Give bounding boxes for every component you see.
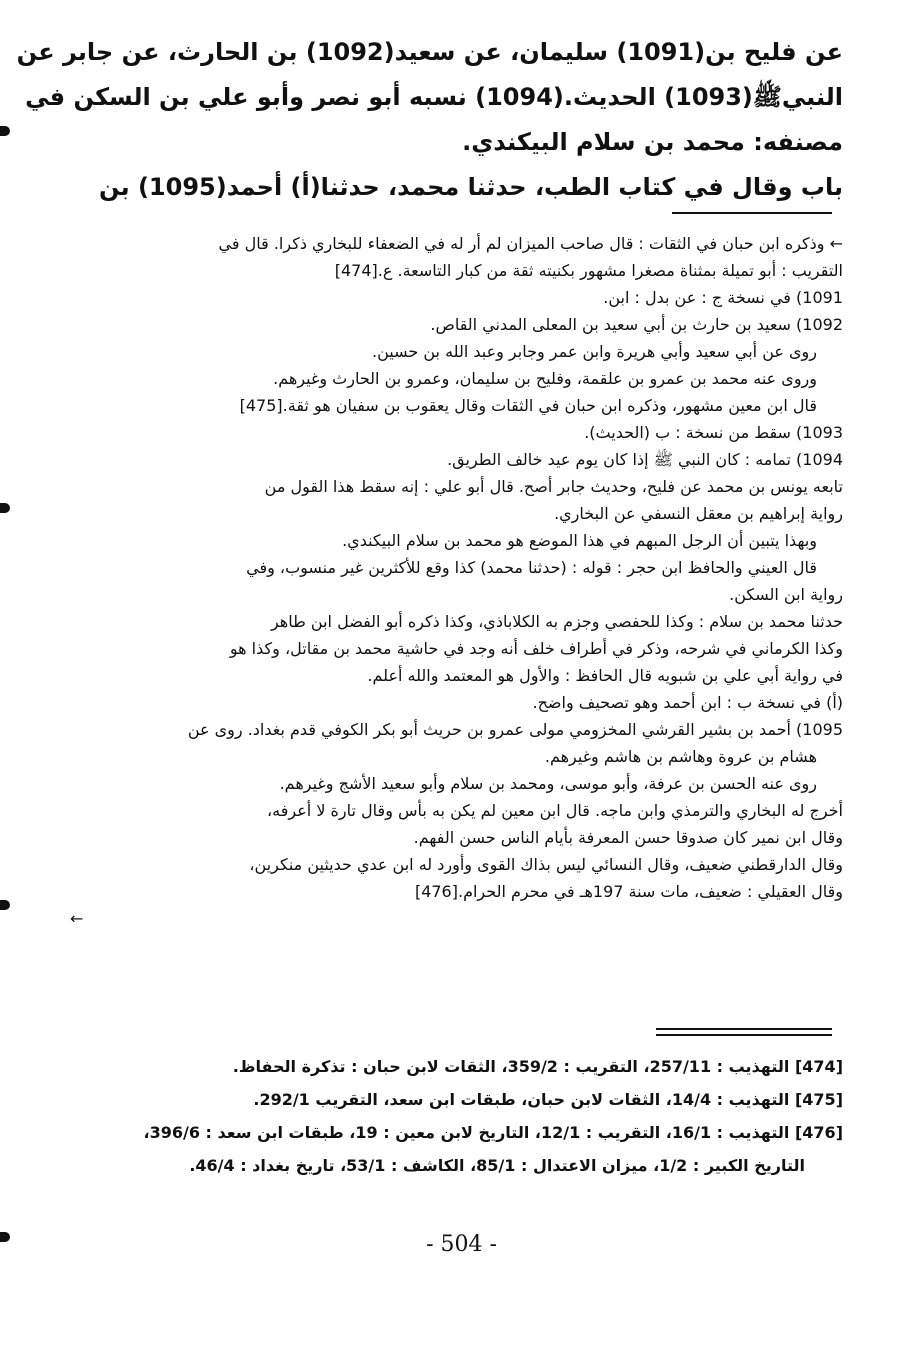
footnote-line: وبهذا يتبين أن الرجل المبهم في هذا الموضع هو محمد بن سلام البيكندي. bbox=[342, 531, 817, 550]
footnote-line: هشام بن عروة وهاشم بن هاشم وغيرهم. bbox=[544, 747, 817, 766]
source-line: [475] التهذيب : 14/4، الثقات لابن حبان، طبقات ابن سعد، التقريب 292/1. bbox=[253, 1090, 843, 1109]
footnote-line: وكذا الكرماني في شرحه، وذكر في أطراف خلف أنه وجد في حاشية محمد بن مقاتل، وكذا هو bbox=[229, 639, 843, 658]
source-references bbox=[70, 1050, 843, 1182]
footnote-line: حدثنا محمد بن سلام : وكذا للحفصي وجزم به الكلاباذي، وكذا ذكره أبو الفضل ابن طاهر bbox=[270, 612, 843, 631]
footnote-line: 1095) أحمد بن بشير القرشي المخزومي مولى عمرو بن حريث أبو بكر الكوفي قدم بغداد. روى عن bbox=[187, 720, 843, 739]
main-text bbox=[16, 30, 843, 210]
source-line: [474] التهذيب : 257/11، التقريب : 359/2، الثقات لابن حبان : تذكرة الحفاظ. bbox=[232, 1057, 843, 1076]
source-line: التاريخ الكبير : 1/2، ميزان الاعتدال : 85/1، الكاشف : 53/1، تاريخ بغداد : 46/4. bbox=[189, 1156, 805, 1175]
footnotes bbox=[70, 230, 843, 932]
footnote-line: وقال الدارقطني ضعيف، وقال النسائي ليس بذاك القوى وأورد له ابن عدي حديثين منكرين، bbox=[249, 855, 843, 874]
page-number: - 504 - bbox=[426, 1232, 497, 1257]
footnote-line: في رواية أبي علي بن شبويه قال الحافظ : والأول هو المعتمد والله أعلم. bbox=[367, 666, 843, 685]
footnote-line: وقال العقيلي : ضعيف، مات سنة 197هـ في محرم الحرام.[476] bbox=[414, 882, 843, 901]
source-line: [476] التهذيب : 16/1، التقريب : 12/1، التاريخ لابن معين : 19، طبقات ابن سعد : 396/6، bbox=[143, 1123, 843, 1142]
main-text-line: النبيﷺ(1093) الحديث.(1094) نسبه أبو نصر وأبو علي بن السكن في bbox=[25, 83, 843, 111]
margin-mark bbox=[0, 126, 10, 136]
margin-mark bbox=[0, 1232, 10, 1242]
footnote-line: قال العيني والحافظ ابن حجر : قوله : (حدثنا محمد) كذا وقع للأكثرين غير منسوب، وفي bbox=[246, 558, 817, 577]
main-text-line: عن فليح بن(1091) سليمان، عن سعيد(1092) بن الحارث، عن جابر عن bbox=[16, 38, 843, 66]
main-text-line: باب وقال في كتاب الطب، حدثنا محمد، حدثنا(أ) أحمد(1095) بن bbox=[98, 173, 843, 201]
footnote-line: 1091) في نسخة ج : عن بدل : ابن. bbox=[603, 288, 843, 307]
footnote-line: روى عن أبي سعيد وأبي هريرة وابن عمر وجابر وعبد الله بن حسين. bbox=[372, 342, 817, 361]
footnote-line: وقال ابن نمير كان صدوقا حسن المعرفة بأيام الناس حسن الفهم. bbox=[413, 828, 843, 847]
footnote-line: 1093) سقط من نسخة : ب (الحديث). bbox=[584, 423, 843, 442]
footnote-line: رواية ابن السكن. bbox=[729, 585, 843, 604]
footnote-line: أخرج له البخاري والترمذي وابن ماجه. قال ابن معين لم يكن به بأس وقال تارة لا أعرفه، bbox=[267, 801, 843, 820]
footnote-line: تابعه يونس بن محمد عن فليح، وحديث جابر أصح. قال أبو علي : إنه سقط هذا القول من bbox=[264, 477, 843, 496]
footnote-line: (أ) في نسخة ب : ابن أحمد وهو تصحيف واضح. bbox=[532, 693, 843, 712]
footnote-line: ← bbox=[70, 909, 84, 928]
footnote-separator bbox=[672, 212, 832, 214]
footnote-line: روى عنه الحسن بن عرفة، وأبو موسى، ومحمد بن سلام وأبو سعيد الأشج وغيرهم. bbox=[279, 774, 817, 793]
main-text-line: مصنفه: محمد بن سلام البيكندي. bbox=[462, 128, 843, 156]
footnote-line: التقريب : أبو تميلة بمثناة مصغرا مشهور بكنيته ثقة من كبار التاسعة. ع.[474] bbox=[334, 261, 843, 280]
sources-separator bbox=[656, 1028, 832, 1036]
footnote-line: قال ابن معين مشهور، وذكره ابن حبان في الثقات وقال يعقوب بن سفيان هو ثقة.[475] bbox=[239, 396, 817, 415]
footnote-line: رواية إبراهيم بن معقل النسفي عن البخاري. bbox=[554, 504, 843, 523]
margin-mark bbox=[0, 503, 10, 513]
margin-mark bbox=[0, 900, 10, 910]
footnote-line: 1094) تمامه : كان النبي ﷺ إذا كان يوم عيد خالف الطريق. bbox=[447, 450, 843, 469]
footnote-line: 1092) سعيد بن حارث بن أبي سعيد بن المعلى المدني القاص. bbox=[430, 315, 843, 334]
footnote-line: ← وذكره ابن حبان في الثقات : قال صاحب الميزان لم أر له في الضعفاء للبخاري ذكرا. قال في bbox=[218, 234, 843, 253]
footnote-line: وروى عنه محمد بن عمرو بن علقمة، وفليح بن سليمان، وعمرو بن الحارث وغيرهم. bbox=[273, 369, 817, 388]
